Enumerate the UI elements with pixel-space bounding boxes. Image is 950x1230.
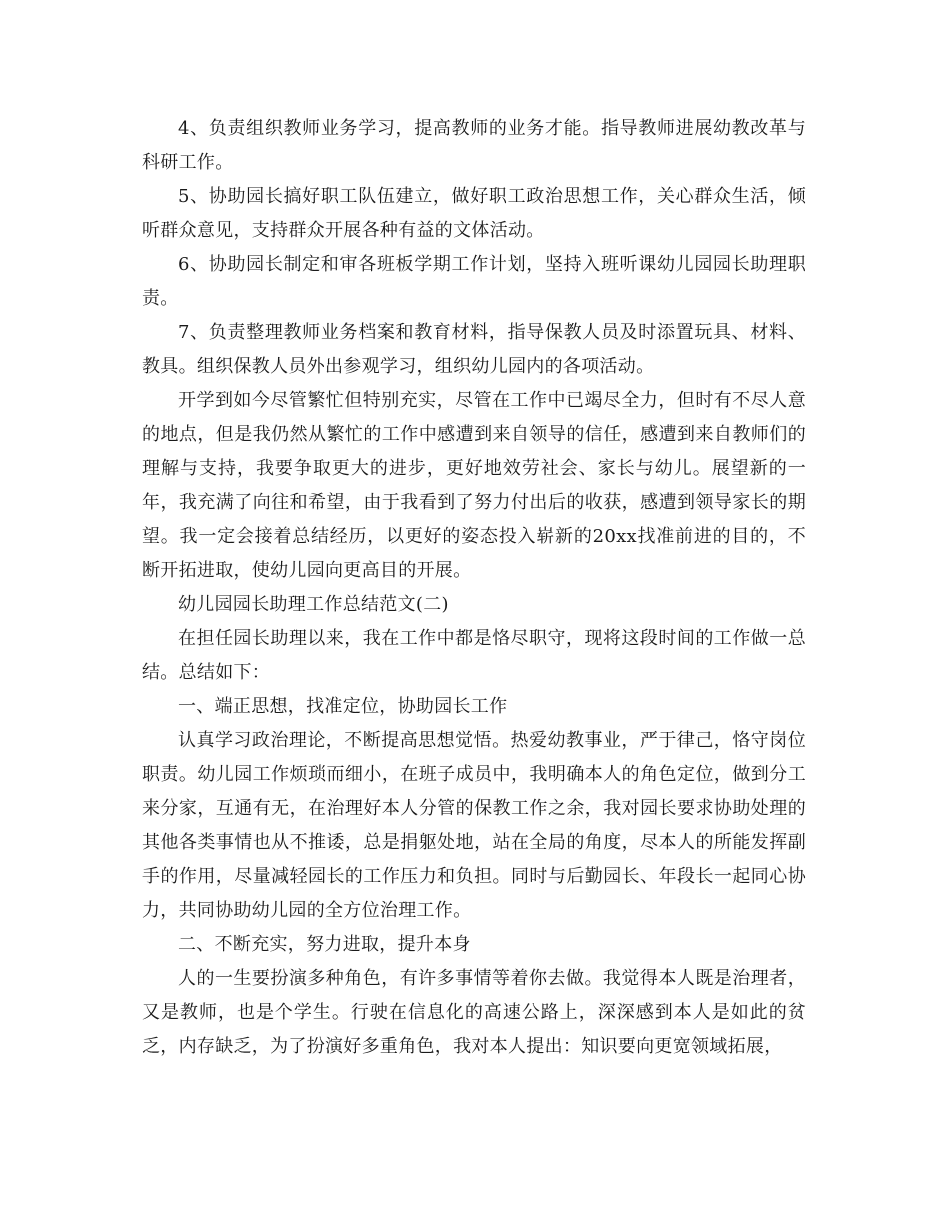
document-page — [142, 112, 806, 1064]
section-title: 幼儿园园长助理工作总结范文(二) — [178, 594, 449, 615]
paragraph-item-4: 4、负责组织教师业务学习，提高教师的业务才能。指导教师进展幼教改革与科研工作。 — [142, 118, 806, 173]
paragraph-item-5: 5、协助园长搞好职工队伍建立，做好职工政治思想工作，关心群众生活，倾听群众意见，支持群众开展各种有益的文体活动。 — [142, 186, 806, 241]
paragraph-item-7: 7、负责整理教师业务档案和教育材料，指导保教人员及时添置玩具、材料、教具。组织保教人员外出参观学习，组织幼儿园内的各项活动。 — [142, 322, 806, 377]
paragraph-section-one: 认真学习政治理论，不断提高思想觉悟。热爱幼教事业，严于律己，恪守岗位职责。幼儿园工作烦琐而细小，在班子成员中，我明确本人的角色定位，做到分工来分家，互通有无，在治理好本人分管的保教工作之余，我对园长要求协助处理的其他各类事情也从不推诿，总是捐躯处地，站在全局的角度，尽本人的所能发挥副手的作用，尽量减轻园长的工作压力和负担。同时与后勤园长、年段长一起同心协力，共同协助幼儿园的全方位治理工作。 — [142, 730, 806, 921]
heading-one: 一、端正思想，找准定位，协助园长工作 — [178, 696, 508, 717]
paragraph-summary: 开学到如今尽管繁忙但特别充实，尽管在工作中已竭尽全力，但时有不尽人意的地点，但是我仍然从繁忙的工作中感遭到来自领导的信任，感遭到来自教师们的理解与支持，我要争取更大的进步，更好地效劳社会、家长与幼儿。展望新的一年，我充满了向往和希望，由于我看到了努力付出后的收获，感遭到领导家长的期望。我一定会接着总结经历，以更好的姿态投入崭新的20xx找准前进的目的，不断开拓进取，使幼儿园向更高目的开展。 — [142, 390, 806, 581]
paragraph-intro: 在担任园长助理以来，我在工作中都是恪尽职守，现将这段时间的工作做一总结。总结如下： — [142, 628, 806, 683]
heading-two: 二、不断充实，努力进取，提升本身 — [178, 934, 471, 955]
paragraph-item-6: 6、协助园长制定和审各班板学期工作计划，坚持入班听课幼儿园园长助理职责。 — [142, 254, 806, 309]
paragraph-section-two: 人的一生要扮演多种角色，有许多事情等着你去做。我觉得本人既是治理者，又是教师，也是个学生。行驶在信息化的高速公路上，深深感到本人是如此的贫乏，内存缺乏，为了扮演好多重角色，我对本人提出：知识要向更宽领域拓展， — [142, 968, 806, 1057]
